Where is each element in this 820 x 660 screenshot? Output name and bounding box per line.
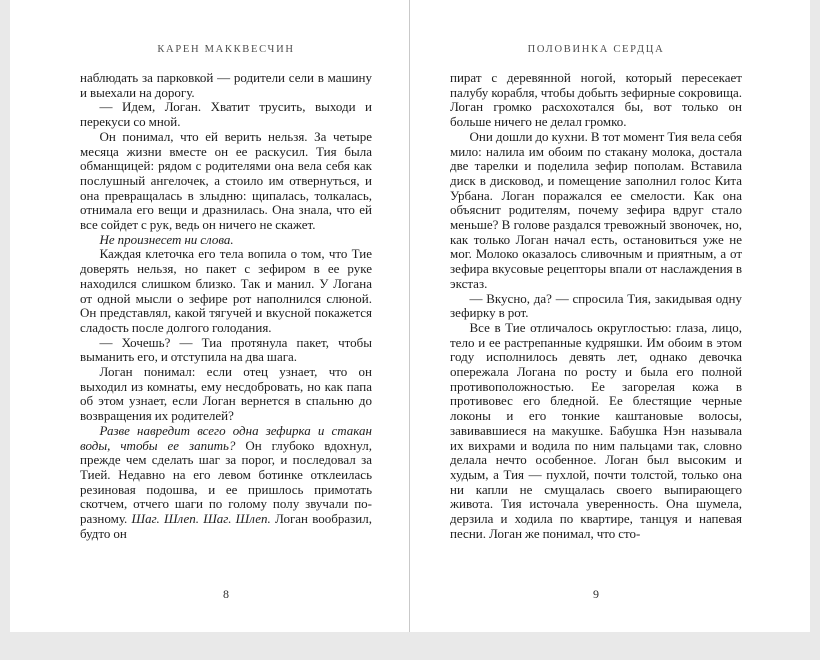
paragraph [80,424,372,542]
text-segment: Он понимал, что ей верить нельзя. За четыре месяца жизни вместе он ее раскусил. Тия была обманщицей: рядом с родителями она вела себя как послушный ангелочек, а стоило им отвернуться, и она превращалась в злыдню: щипалась, толкалась, отнимала его вещи и дразнилась. Она знала, что ей все сойдет с рук, ведь он ничего не скажет. [80,128,372,233]
text-segment: пират с деревянной ногой, который пересекает палубу корабля, чтобы добыть зефирные сокровища. Логан громко расхохотался бы, вот только он больше ничего не делал громко. [450,70,742,130]
text-segment: Логан вообразил, будто он [80,511,372,541]
text-segment: — Идем, Логан. Хватит трусить, выходи и перекуси со мной. [80,99,372,130]
left-page [10,0,409,632]
left-page-column [80,0,372,632]
paragraph [80,247,372,335]
paragraph [450,71,742,130]
paragraph [450,130,742,292]
paragraph [80,365,372,424]
book-spread [10,0,810,632]
paragraph [450,321,742,542]
text-segment: Все в Тие отличалось округлостью: глаза, лицо, тело и ее растрепанные кудряшки. Им обоим в этом году исполнилось девять лет, однако девочка опережала Логана по росту и была его полной противоположностью. Ее загорелая кожа в противовес его бледной. Ее блестящие черные локоны и его тонкие каштановые волосы, завивавшиеся на макушке. Бабушка Нэн называла их вихрами и водила по ним пальцами так, словно делала нечто особенное. Логан был высоким и худым, а Тия — пухлой, почти толстой, только она ни капли не смущалась своего выпирающего живота. Тия источала уверенность. Она шумела, дерзила и ходила по квартире, танцуя и напевая песни. Логан же понимал, что сто- [450,319,742,541]
paragraph [80,233,372,248]
italic-text-segment: Не произнесет ни слова. [99,231,234,247]
right-page-column [450,0,742,632]
right-page-number: 9 [593,587,599,601]
text-segment: Он глубоко вдохнул, прежде чем сделать шаг за порог, и последовал за Тией. Недавно на его левом ботинке отклеилась резиновая подошва, и ее пришлось примотать скотчем, отчего шаги по голому полу звучали по-разному. [80,437,372,527]
right-page [410,0,809,632]
running-head-author: КАРЕН МАККВЕСЧИН [157,44,295,55]
text-segment: наблюдать за парковкой — родители сели в машину и выехали на дорогу. [80,70,372,100]
right-page-text [450,71,742,542]
text-segment: — Вкусно, да? — спросила Тия, закидывая одну зефирку в рот. [450,290,742,321]
paragraph [80,130,372,233]
text-segment: Они дошли до кухни. В тот момент Тия вела себя мило: налила им обоим по стакану молока, достала две тарелки и поделила зефир пополам. Вставила диск в дисковод, и помещение заполнил голос Кита Урбана. Логан поражался ее смелости. Как она объяснит родителям, почему зефира вдруг стало меньше? В голове раздался тревожный звоночек, но, как только Логан начал есть, остановиться уже не мог. Молоко оказалось сливочным и приятным, а от зефира вкусовые рецепторы впали от наслаждения в экстаз. [450,128,742,291]
paragraph [80,71,372,100]
italic-text-segment: Шаг. Шлеп. Шаг. Шлеп. [131,511,275,527]
paragraph [80,100,372,129]
text-segment: — Хочешь? — Тиа протянула пакет, чтобы выманить его, и отступила на два шага. [80,334,372,365]
paragraph [450,292,742,321]
left-page-text [80,71,372,542]
running-head-title: ПОЛОВИНКА СЕРДЦА [527,44,665,55]
paragraph [80,336,372,365]
text-segment: Логан понимал: если отец узнает, что он выходил из комнаты, ему несдобровать, но как папа об этом узнает, если Логан вернется в спальню до возвращения их родителей? [80,364,372,424]
text-segment: Каждая клеточка его тела вопила о том, что Тие доверять нельзя, но пакет с зефиром в ее руке находился слишком близко. Так и манил. У Логана от одной мысли о зефире рот наполнился слюной. Он представлял, какой тягучей и вкусной покажется сладость после долгого голодания. [80,246,372,335]
italic-text-segment: Разве навредит всего одна зефирка и стакан воды, чтобы ее запить? [80,422,372,453]
left-page-number: 8 [223,587,229,601]
